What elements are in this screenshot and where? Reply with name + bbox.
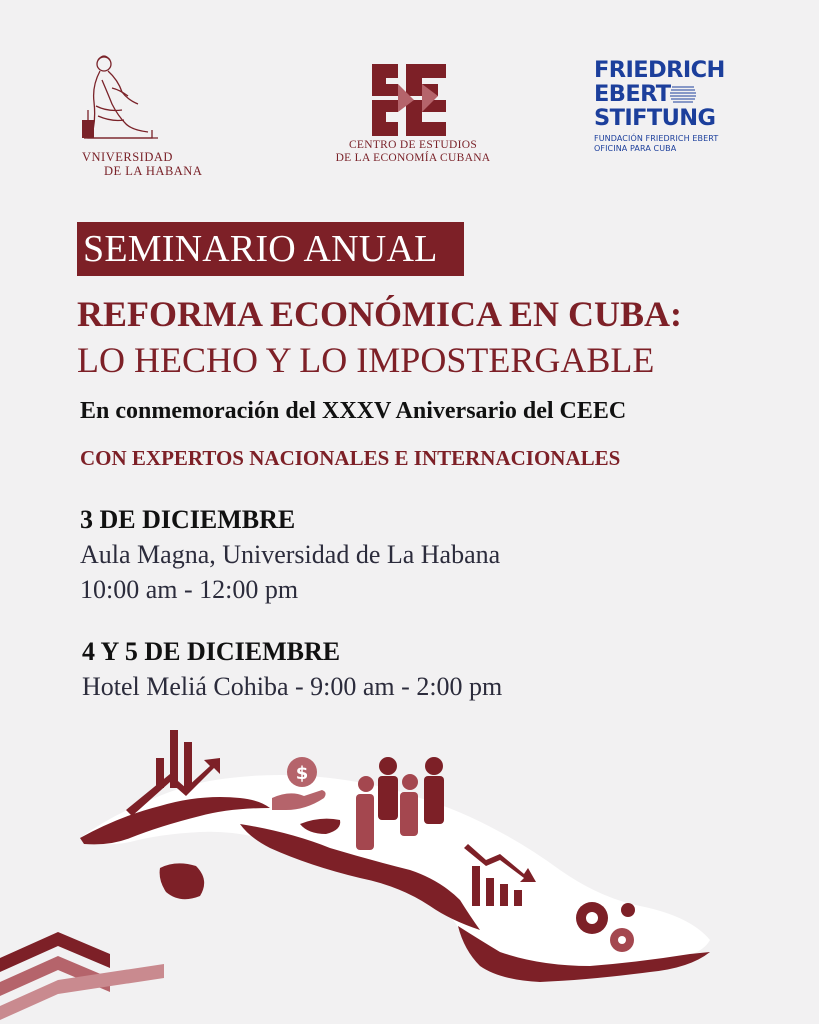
university-name bbox=[78, 150, 218, 178]
experts-line: CON EXPERTOS NACIONALES E INTERNACIONALES bbox=[80, 446, 621, 470]
ceec-logo-icon bbox=[318, 60, 508, 138]
title-line-1: REFORMA ECONÓMICA EN CUBA: bbox=[77, 294, 683, 334]
fes-globe-icon bbox=[670, 84, 696, 106]
anniversary-subtitle: En conmemoración del XXXV Aniversario del CEEC bbox=[80, 398, 627, 424]
university-name-line1: VNIVERSIDAD bbox=[82, 150, 173, 164]
event-1-place: Aula Magna, Universidad de La Habana bbox=[80, 540, 501, 569]
event-2-place: Hotel Meliá Cohiba - 9:00 am - 2:00 pm bbox=[82, 672, 503, 701]
fes-subtitle-line2: OFICINA PARA CUBA bbox=[594, 144, 677, 153]
ceec-name-line1: CENTRO DE ESTUDIOS bbox=[348, 139, 478, 151]
fes-logo bbox=[594, 58, 754, 158]
svg-text:$: $ bbox=[295, 763, 309, 784]
title-line-2: LO HECHO Y LO IMPOSTERGABLE bbox=[77, 340, 655, 380]
ceec-logo bbox=[318, 60, 508, 175]
seminar-badge: SEMINARIO ANUAL bbox=[77, 222, 464, 276]
fes-name-line2: EBERT bbox=[594, 81, 671, 107]
event-1-time: 10:00 am - 12:00 pm bbox=[80, 575, 299, 604]
event-1-date: 3 DE DICIEMBRE bbox=[80, 505, 296, 534]
fes-name-line1: FRIEDRICH bbox=[594, 57, 725, 83]
ceec-name bbox=[318, 139, 508, 165]
fes-subtitle-line1: FUNDACIÓN FRIEDRICH EBERT bbox=[594, 134, 719, 143]
university-statue-icon bbox=[78, 50, 218, 150]
event-2-date: 4 Y 5 DE DICIEMBRE bbox=[82, 637, 341, 666]
university-name-line2: DE LA HABANA bbox=[104, 164, 203, 178]
fes-name-line3: STIFTUNG bbox=[594, 105, 716, 131]
university-logo bbox=[78, 50, 218, 185]
fes-subtitle bbox=[594, 134, 754, 154]
ceec-name-line2: DE LA ECONOMÍA CUBANA bbox=[335, 152, 491, 164]
chevron-stripes-icon bbox=[0, 924, 170, 1024]
